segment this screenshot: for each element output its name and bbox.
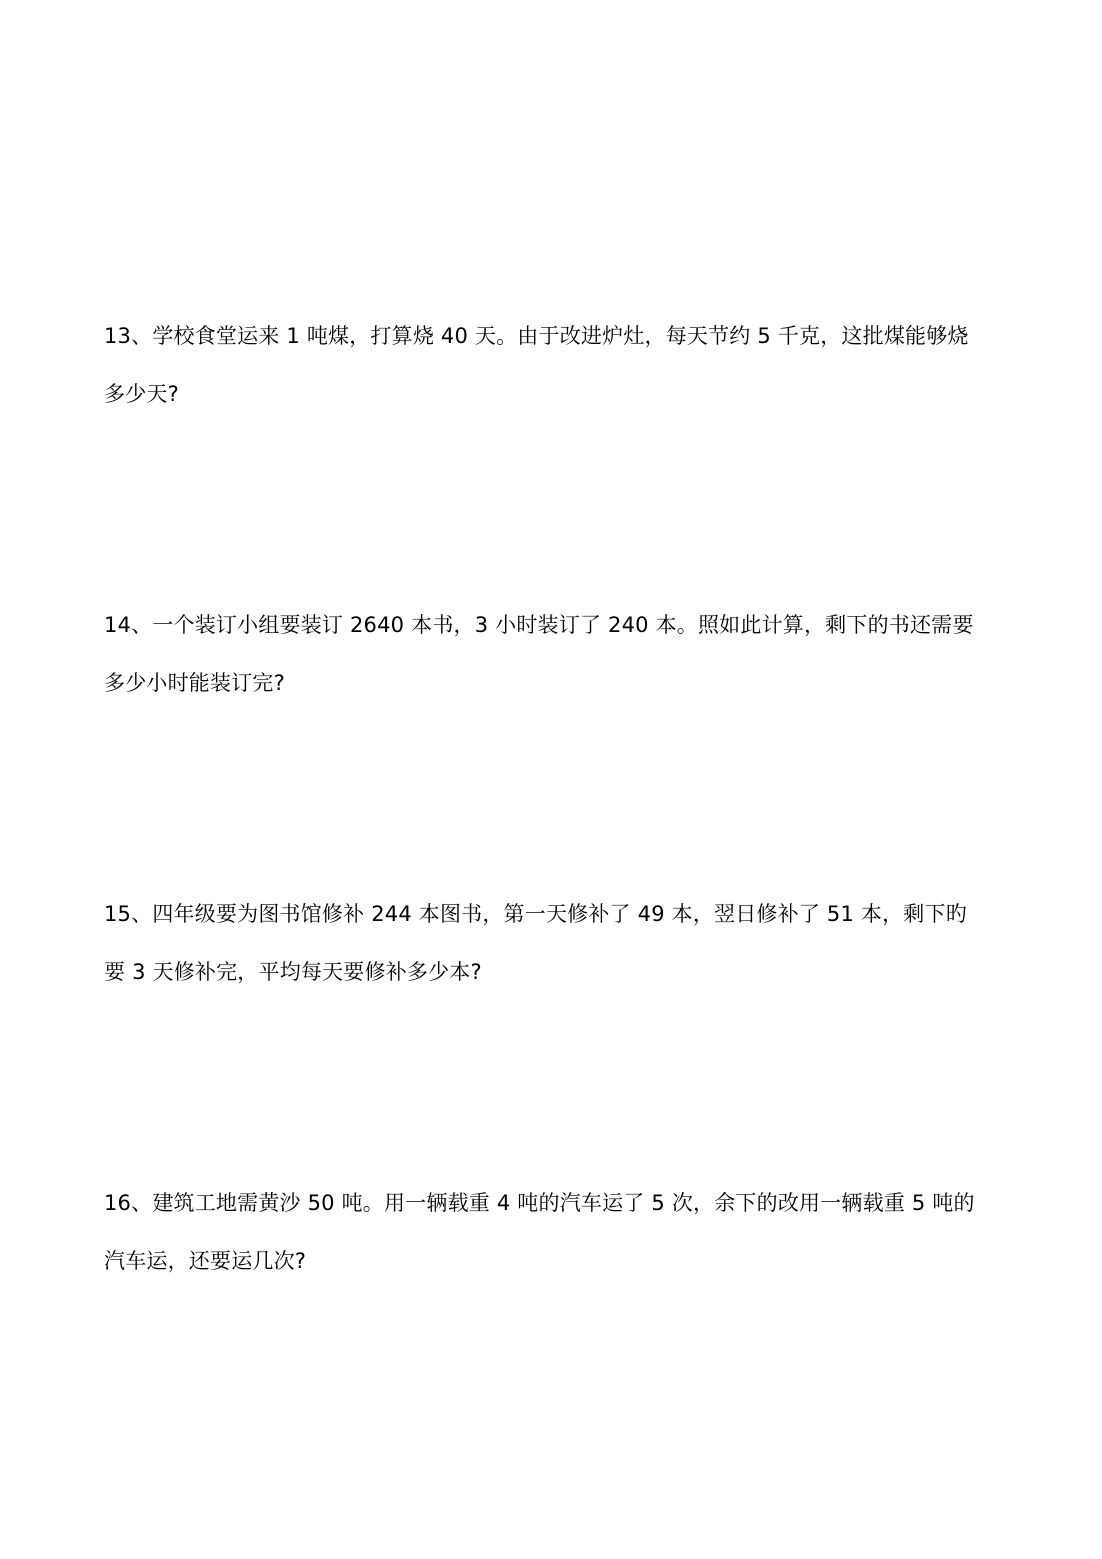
problem-14-line-1: 14、一个装订小组要装订 2640 本书，3 小时装订了 240 本。照如此计算，剩下的书还需要 bbox=[104, 613, 974, 637]
problem-15 bbox=[104, 900, 1004, 986]
problem-13-line-2: 多少天? bbox=[104, 382, 179, 406]
problem-16-line-1: 16、建筑工地需黄沙 50 吨。用一辆载重 4 吨的汽车运了 5 次，余下的改用一辆载重 5 吨的 bbox=[104, 1191, 975, 1215]
problem-15-line-2: 要 3 天修补完，平均每天要修补多少本? bbox=[104, 960, 482, 984]
problem-14-line-2: 多少小时能装订完? bbox=[104, 671, 285, 695]
problem-14 bbox=[104, 611, 1004, 697]
problem-16 bbox=[104, 1189, 1004, 1275]
problem-13-line-1: 13、学校食堂运来 1 吨煤，打算烧 40 天。由于改进炉灶，每天节约 5 千克，这批煤能够烧 bbox=[104, 324, 969, 348]
problem-16-line-2: 汽车运，还要运几次? bbox=[104, 1249, 307, 1273]
problem-13 bbox=[104, 322, 1004, 408]
problem-15-line-1: 15、四年级要为图书馆修补 244 本图书，第一天修补了 49 本，翌日修补了 51 本，剩下旳 bbox=[104, 902, 967, 926]
